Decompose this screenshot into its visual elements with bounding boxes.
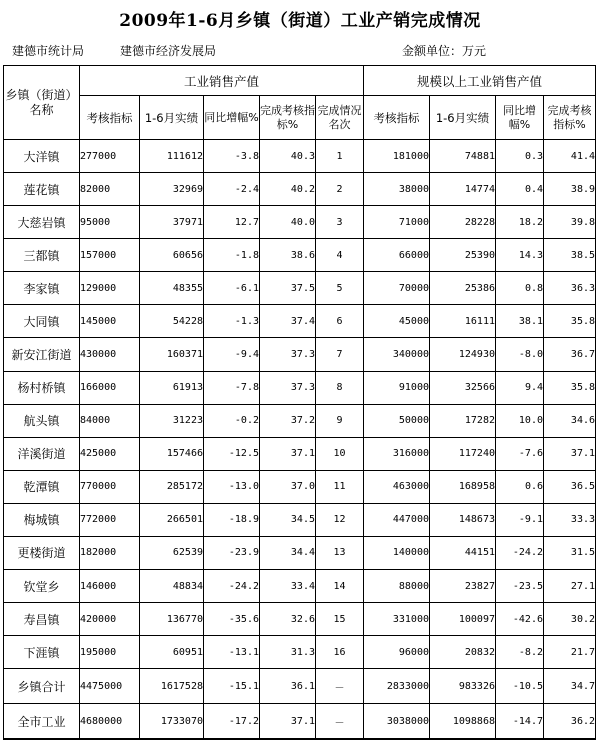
cell-target: 4680000 — [80, 704, 140, 739]
cell-rank: 6 — [316, 305, 364, 338]
cell-yoy: -1.3 — [204, 305, 260, 338]
cell-s-pct: 41.4 — [544, 140, 596, 173]
cell-s-pct: 34.6 — [544, 404, 596, 437]
header-completion-pct: 完成考核指标% — [260, 96, 316, 140]
cell-s-yoy: -24.2 — [496, 536, 544, 569]
table-row — [4, 470, 596, 503]
cell-actual: 31223 — [140, 404, 204, 437]
cell-s-target: 447000 — [364, 503, 430, 536]
city-total-row — [4, 704, 596, 739]
source-statistics-bureau: 建德市统计局 — [12, 44, 85, 58]
cell-pct: 34.4 — [260, 536, 316, 569]
cell-name: 新安江街道 — [4, 338, 80, 371]
cell-actual: 136770 — [140, 603, 204, 636]
cell-pct: 36.1 — [260, 669, 316, 704]
cell-s-actual: 74881 — [430, 140, 496, 173]
cell-pct: 38.6 — [260, 239, 316, 272]
cell-yoy: -3.8 — [204, 140, 260, 173]
cell-s-pct: 34.7 — [544, 669, 596, 704]
cell-s-pct: 21.7 — [544, 636, 596, 669]
cell-s-actual: 16111 — [430, 305, 496, 338]
cell-rank: 3 — [316, 206, 364, 239]
cell-yoy: -15.1 — [204, 669, 260, 704]
table-row — [4, 272, 596, 305]
header-scale-yoy: 同比增幅% — [496, 96, 544, 140]
cell-s-yoy: 0.6 — [496, 470, 544, 503]
cell-actual: 157466 — [140, 437, 204, 470]
source-economic-bureau: 建德市经济发展局 — [120, 44, 217, 58]
cell-rank: － — [316, 669, 364, 704]
cell-rank: 5 — [316, 272, 364, 305]
cell-target: 84000 — [80, 404, 140, 437]
production-sales-table — [3, 65, 596, 740]
cell-s-pct: 36.2 — [544, 704, 596, 739]
cell-s-yoy: -9.1 — [496, 503, 544, 536]
cell-rank: 7 — [316, 338, 364, 371]
cell-yoy: -35.6 — [204, 603, 260, 636]
header-yoy: 同比增幅% — [204, 96, 260, 140]
cell-target: 772000 — [80, 503, 140, 536]
cell-s-actual: 1098868 — [430, 704, 496, 739]
cell-s-yoy: 9.4 — [496, 371, 544, 404]
cell-rank: 1 — [316, 140, 364, 173]
cell-s-yoy: -8.2 — [496, 636, 544, 669]
cell-target: 146000 — [80, 570, 140, 603]
cell-actual: 62539 — [140, 536, 204, 569]
cell-actual: 111612 — [140, 140, 204, 173]
cell-target: 182000 — [80, 536, 140, 569]
cell-yoy: -0.2 — [204, 404, 260, 437]
cell-s-pct: 35.8 — [544, 371, 596, 404]
cell-name: 杨村桥镇 — [4, 371, 80, 404]
cell-pct: 40.3 — [260, 140, 316, 173]
cell-actual: 48355 — [140, 272, 204, 305]
table-row — [4, 603, 596, 636]
cell-yoy: -23.9 — [204, 536, 260, 569]
cell-s-target: 316000 — [364, 437, 430, 470]
cell-s-pct: 30.2 — [544, 603, 596, 636]
cell-rank: 4 — [316, 239, 364, 272]
cell-actual: 32969 — [140, 173, 204, 206]
cell-target: 145000 — [80, 305, 140, 338]
cell-name: 全市工业 — [4, 704, 80, 739]
cell-yoy: -18.9 — [204, 503, 260, 536]
cell-pct: 32.6 — [260, 603, 316, 636]
cell-actual: 285172 — [140, 470, 204, 503]
table-row — [4, 636, 596, 669]
cell-s-actual: 20832 — [430, 636, 496, 669]
cell-actual: 160371 — [140, 338, 204, 371]
header-scale-actual: 1-6月实绩 — [430, 96, 496, 140]
cell-target: 425000 — [80, 437, 140, 470]
cell-rank: 2 — [316, 173, 364, 206]
cell-name: 钦堂乡 — [4, 570, 80, 603]
cell-actual: 61913 — [140, 371, 204, 404]
cell-target: 277000 — [80, 140, 140, 173]
cell-rank: 16 — [316, 636, 364, 669]
cell-s-yoy: -10.5 — [496, 669, 544, 704]
cell-yoy: -9.4 — [204, 338, 260, 371]
cell-pct: 37.4 — [260, 305, 316, 338]
cell-s-yoy: 0.8 — [496, 272, 544, 305]
cell-rank: 12 — [316, 503, 364, 536]
table-row — [4, 140, 596, 173]
cell-yoy: -13.0 — [204, 470, 260, 503]
table-row — [4, 437, 596, 470]
cell-s-target: 2833000 — [364, 669, 430, 704]
cell-s-pct: 38.5 — [544, 239, 596, 272]
cell-s-target: 463000 — [364, 470, 430, 503]
cell-s-actual: 25386 — [430, 272, 496, 305]
cell-target: 430000 — [80, 338, 140, 371]
cell-pct: 37.3 — [260, 338, 316, 371]
cell-target: 770000 — [80, 470, 140, 503]
cell-pct: 34.5 — [260, 503, 316, 536]
table-body — [4, 140, 596, 740]
total-row — [4, 669, 596, 704]
cell-s-yoy: 38.1 — [496, 305, 544, 338]
cell-name: 大同镇 — [4, 305, 80, 338]
cell-rank: 13 — [316, 536, 364, 569]
cell-s-actual: 14774 — [430, 173, 496, 206]
cell-s-yoy: -8.0 — [496, 338, 544, 371]
cell-name: 李家镇 — [4, 272, 80, 305]
page-title: 2009年1-6月乡镇（街道）工业产销完成情况 — [119, 11, 481, 31]
cell-s-actual: 28228 — [430, 206, 496, 239]
cell-target: 4475000 — [80, 669, 140, 704]
cell-s-target: 140000 — [364, 536, 430, 569]
cell-rank: 15 — [316, 603, 364, 636]
header-name: 乡镇（街道）名称 — [4, 66, 80, 140]
cell-s-target: 66000 — [364, 239, 430, 272]
cell-s-pct: 36.3 — [544, 272, 596, 305]
cell-target: 166000 — [80, 371, 140, 404]
cell-pct: 37.1 — [260, 437, 316, 470]
cell-s-pct: 39.8 — [544, 206, 596, 239]
cell-name: 大洋镇 — [4, 140, 80, 173]
cell-yoy: 12.7 — [204, 206, 260, 239]
cell-target: 195000 — [80, 636, 140, 669]
cell-s-target: 71000 — [364, 206, 430, 239]
cell-pct: 37.2 — [260, 404, 316, 437]
cell-yoy: -7.8 — [204, 371, 260, 404]
cell-s-actual: 25390 — [430, 239, 496, 272]
table-row — [4, 404, 596, 437]
cell-s-actual: 124930 — [430, 338, 496, 371]
cell-s-yoy: 14.3 — [496, 239, 544, 272]
cell-target: 129000 — [80, 272, 140, 305]
cell-s-yoy: 0.3 — [496, 140, 544, 173]
cell-s-target: 38000 — [364, 173, 430, 206]
cell-name: 寿昌镇 — [4, 603, 80, 636]
cell-s-target: 91000 — [364, 371, 430, 404]
cell-s-target: 88000 — [364, 570, 430, 603]
cell-pct: 37.1 — [260, 704, 316, 739]
cell-s-target: 3038000 — [364, 704, 430, 739]
cell-s-target: 50000 — [364, 404, 430, 437]
header-scale-target: 考核指标 — [364, 96, 430, 140]
cell-pct: 40.0 — [260, 206, 316, 239]
cell-name: 洋溪街道 — [4, 437, 80, 470]
cell-name: 乡镇合计 — [4, 669, 80, 704]
table-row — [4, 173, 596, 206]
cell-name: 大慈岩镇 — [4, 206, 80, 239]
header-scale-completion-pct: 完成考核指标% — [544, 96, 596, 140]
cell-actual: 266501 — [140, 503, 204, 536]
cell-yoy: -24.2 — [204, 570, 260, 603]
table-row — [4, 338, 596, 371]
cell-s-actual: 983326 — [430, 669, 496, 704]
cell-pct: 40.2 — [260, 173, 316, 206]
cell-rank: 10 — [316, 437, 364, 470]
cell-s-actual: 100097 — [430, 603, 496, 636]
cell-s-target: 331000 — [364, 603, 430, 636]
cell-s-actual: 44151 — [430, 536, 496, 569]
cell-s-pct: 35.8 — [544, 305, 596, 338]
header-actual: 1-6月实绩 — [140, 96, 204, 140]
cell-rank: 9 — [316, 404, 364, 437]
cell-s-actual: 23827 — [430, 570, 496, 603]
cell-s-pct: 38.9 — [544, 173, 596, 206]
cell-yoy: -6.1 — [204, 272, 260, 305]
unit-note: 金额单位：万元 — [402, 44, 487, 58]
cell-s-pct: 27.1 — [544, 570, 596, 603]
header-target: 考核指标 — [80, 96, 140, 140]
cell-s-target: 96000 — [364, 636, 430, 669]
cell-s-yoy: -42.6 — [496, 603, 544, 636]
table-row — [4, 536, 596, 569]
cell-target: 95000 — [80, 206, 140, 239]
table-row — [4, 570, 596, 603]
cell-s-yoy: 0.4 — [496, 173, 544, 206]
cell-s-target: 45000 — [364, 305, 430, 338]
cell-s-pct: 37.1 — [544, 437, 596, 470]
cell-actual: 60656 — [140, 239, 204, 272]
cell-s-actual: 32566 — [430, 371, 496, 404]
cell-yoy: -1.8 — [204, 239, 260, 272]
cell-name: 乾潭镇 — [4, 470, 80, 503]
cell-s-yoy: 18.2 — [496, 206, 544, 239]
cell-actual: 1733070 — [140, 704, 204, 739]
cell-yoy: -17.2 — [204, 704, 260, 739]
cell-name: 梅城镇 — [4, 503, 80, 536]
cell-s-yoy: 10.0 — [496, 404, 544, 437]
cell-s-pct: 31.5 — [544, 536, 596, 569]
table-row — [4, 371, 596, 404]
cell-name: 三都镇 — [4, 239, 80, 272]
cell-yoy: -2.4 — [204, 173, 260, 206]
header-rank: 完成情况名次 — [316, 96, 364, 140]
cell-yoy: -13.1 — [204, 636, 260, 669]
cell-target: 420000 — [80, 603, 140, 636]
cell-s-target: 181000 — [364, 140, 430, 173]
cell-pct: 37.3 — [260, 371, 316, 404]
cell-s-actual: 168958 — [430, 470, 496, 503]
cell-s-pct: 36.7 — [544, 338, 596, 371]
cell-s-pct: 33.3 — [544, 503, 596, 536]
cell-target: 157000 — [80, 239, 140, 272]
table-row — [4, 206, 596, 239]
cell-pct: 37.0 — [260, 470, 316, 503]
cell-s-yoy: -7.6 — [496, 437, 544, 470]
cell-rank: － — [316, 704, 364, 739]
cell-actual: 1617528 — [140, 669, 204, 704]
cell-target: 82000 — [80, 173, 140, 206]
cell-name: 莲花镇 — [4, 173, 80, 206]
table-row — [4, 305, 596, 338]
cell-s-pct: 36.5 — [544, 470, 596, 503]
cell-yoy: -12.5 — [204, 437, 260, 470]
cell-s-yoy: -23.5 — [496, 570, 544, 603]
cell-s-actual: 148673 — [430, 503, 496, 536]
cell-pct: 37.5 — [260, 272, 316, 305]
cell-name: 更楼街道 — [4, 536, 80, 569]
table-row — [4, 239, 596, 272]
cell-rank: 14 — [316, 570, 364, 603]
cell-pct: 33.4 — [260, 570, 316, 603]
cell-actual: 37971 — [140, 206, 204, 239]
cell-s-yoy: -14.7 — [496, 704, 544, 739]
cell-name: 下涯镇 — [4, 636, 80, 669]
cell-s-target: 340000 — [364, 338, 430, 371]
cell-actual: 60951 — [140, 636, 204, 669]
cell-s-target: 70000 — [364, 272, 430, 305]
cell-s-actual: 17282 — [430, 404, 496, 437]
table-row — [4, 503, 596, 536]
header-scale-industrial-sales: 规模以上工业销售产值 — [364, 66, 596, 96]
header-industrial-sales: 工业销售产值 — [80, 66, 364, 96]
cell-pct: 31.3 — [260, 636, 316, 669]
cell-rank: 11 — [316, 470, 364, 503]
cell-name: 航头镇 — [4, 404, 80, 437]
cell-actual: 54228 — [140, 305, 204, 338]
cell-s-actual: 117240 — [430, 437, 496, 470]
cell-rank: 8 — [316, 371, 364, 404]
cell-actual: 48834 — [140, 570, 204, 603]
